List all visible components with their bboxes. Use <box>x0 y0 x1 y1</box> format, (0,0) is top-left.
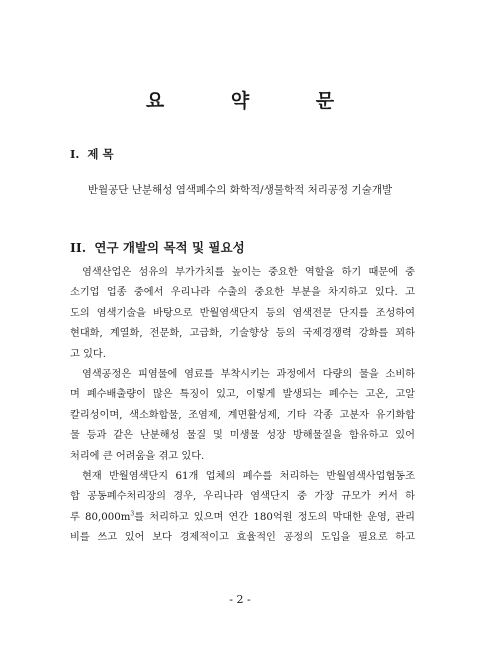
section-1-number: I. <box>70 147 80 161</box>
section-2-number: II. <box>70 240 87 255</box>
body-line: 염색산업은 섬유의 부가가치를 높이는 중요한 역할을 하기 때문에 중 <box>82 267 415 278</box>
project-title: 반월공단 난분해성 염색폐수의 화학적/생물학적 처리공정 기술개발 <box>87 184 393 196</box>
body-line: 칼리성이며, 색소화합물, 조염제, 계면활성제, 기타 각종 고분자 유기화합 <box>70 409 415 421</box>
body-line: 물 등과 같은 난분해성 물질 및 미생물 성장 방해물질을 함유하고 있어 <box>70 430 415 442</box>
section-2-heading <box>70 238 245 256</box>
section-2-title: 연구 개발의 목적 및 필요성 <box>94 240 245 255</box>
body-line: 처리에 큰 어려움을 겪고 있다. <box>70 450 205 462</box>
body-line: 소기업 업종 중에서 우리나라 수출의 중요한 부분을 차지하고 있다. 고 <box>70 287 415 299</box>
summary-title: 요 약 문 <box>145 90 365 112</box>
section-1-title: 제 목 <box>87 147 114 161</box>
body-line: 현대화, 계열화, 전문화, 고급화, 기술향상 등의 국제경쟁력 강화를 꾀하 <box>70 328 415 340</box>
body-line: 합 공동폐수처리장의 경우, 우리나라 염색단지 중 가장 규모가 커서 하 <box>70 491 415 503</box>
body-line: 고 있다. <box>70 348 106 360</box>
body-line-with-superscript <box>70 508 415 528</box>
body-line: 비를 쓰고 있어 보다 경제적이고 효율적인 공정의 도입을 필요로 하고 <box>70 532 415 544</box>
line-13-after: 를 처리하고 있으며 연간 180억원 정도의 막대한 운영, 관리 <box>134 511 416 523</box>
body-line: 며 폐수배출량이 많은 특징이 있고, 이렇게 발생되는 폐수는 고온, 고알 <box>70 389 415 401</box>
section-1-heading <box>70 146 114 162</box>
line-13-before: 루 80,000m <box>70 511 131 523</box>
body-line: 염색공정은 피염물에 염료를 부착시키는 과정에서 다량의 물을 소비하 <box>82 368 415 380</box>
page-number: - 2 - <box>229 593 251 606</box>
body-line: 현재 반월염색단지 61개 업체의 폐수를 처리하는 반월염색사업협동조 <box>82 470 415 482</box>
unit-superscript: 3 <box>130 510 135 518</box>
body-line: 도의 염색기술을 바탕으로 반월염색단지 등의 염색전문 단지를 조성하여 <box>70 307 415 319</box>
body-paragraphs <box>70 263 415 548</box>
